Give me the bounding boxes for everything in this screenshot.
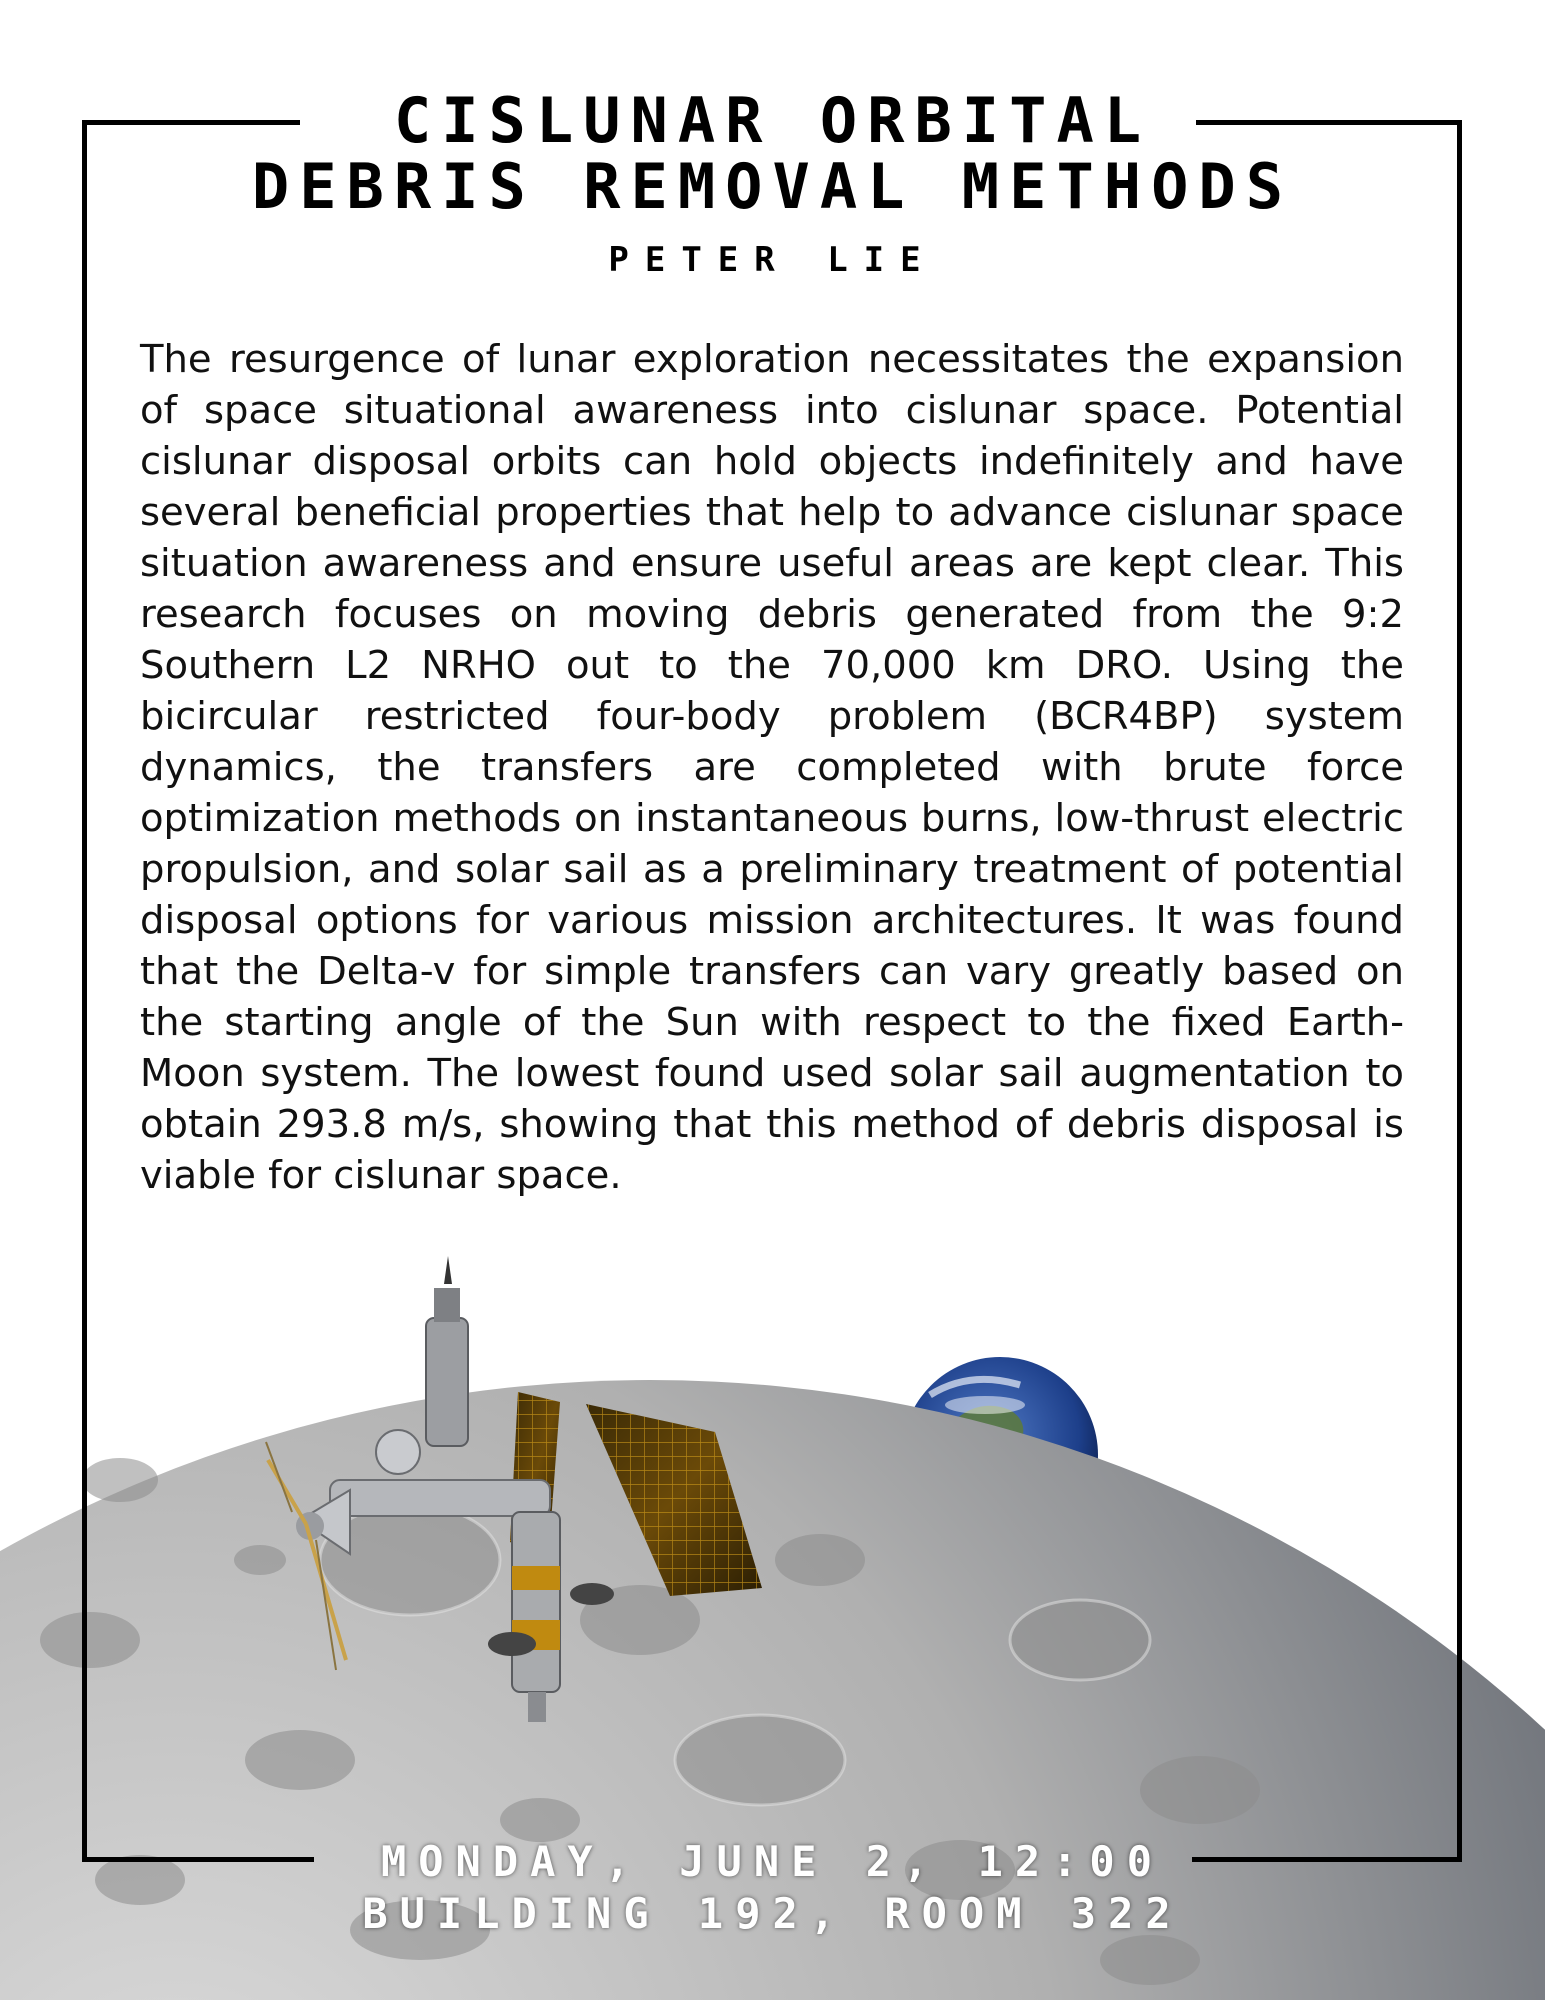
event-datetime: MONDAY, JUNE 2, 12:00 [380,1837,1164,1886]
frame-right [1457,120,1462,1862]
author-name: PETER LIE [608,240,937,280]
event-details [0,1836,1545,1940]
event-location: BUILDING 192, ROOM 322 [362,1889,1183,1938]
title-line-2: DEBRIS REMOVAL METHODS [251,150,1294,223]
title-line-1: CISLUNAR ORBITAL [393,84,1152,157]
abstract-text: The resurgence of lunar exploration necessitates the expansion of space situational awareness into cislunar space. Potential cislunar disposal orbits can hold objects indefinitely and have several beneficial properties that help to advance cislunar space situation awareness and ensure useful areas are kept clear. This research focuses on moving debris generated from the 9:2 Southern L2 NRHO out to the 70,000 km DRO. Using the bicircular restricted four-body problem (BCR4BP) system dynamics, the transfers are completed with brute force optimization methods on instantaneous burns, low-thrust electric propulsion, and solar sail as a preliminary treatment of potential disposal options for various mission architectures. It was found that the Delta-v for simple transfers can vary greatly based on the starting angle of the Sun with respect to the fixed Earth-Moon system. The lowest found used solar sail augmentation to obtain 293.8 m/s, showing that this method of debris disposal is viable for cislunar space. [140,337,1404,1198]
frame-left [82,120,87,1862]
poster-title [0,84,1545,223]
